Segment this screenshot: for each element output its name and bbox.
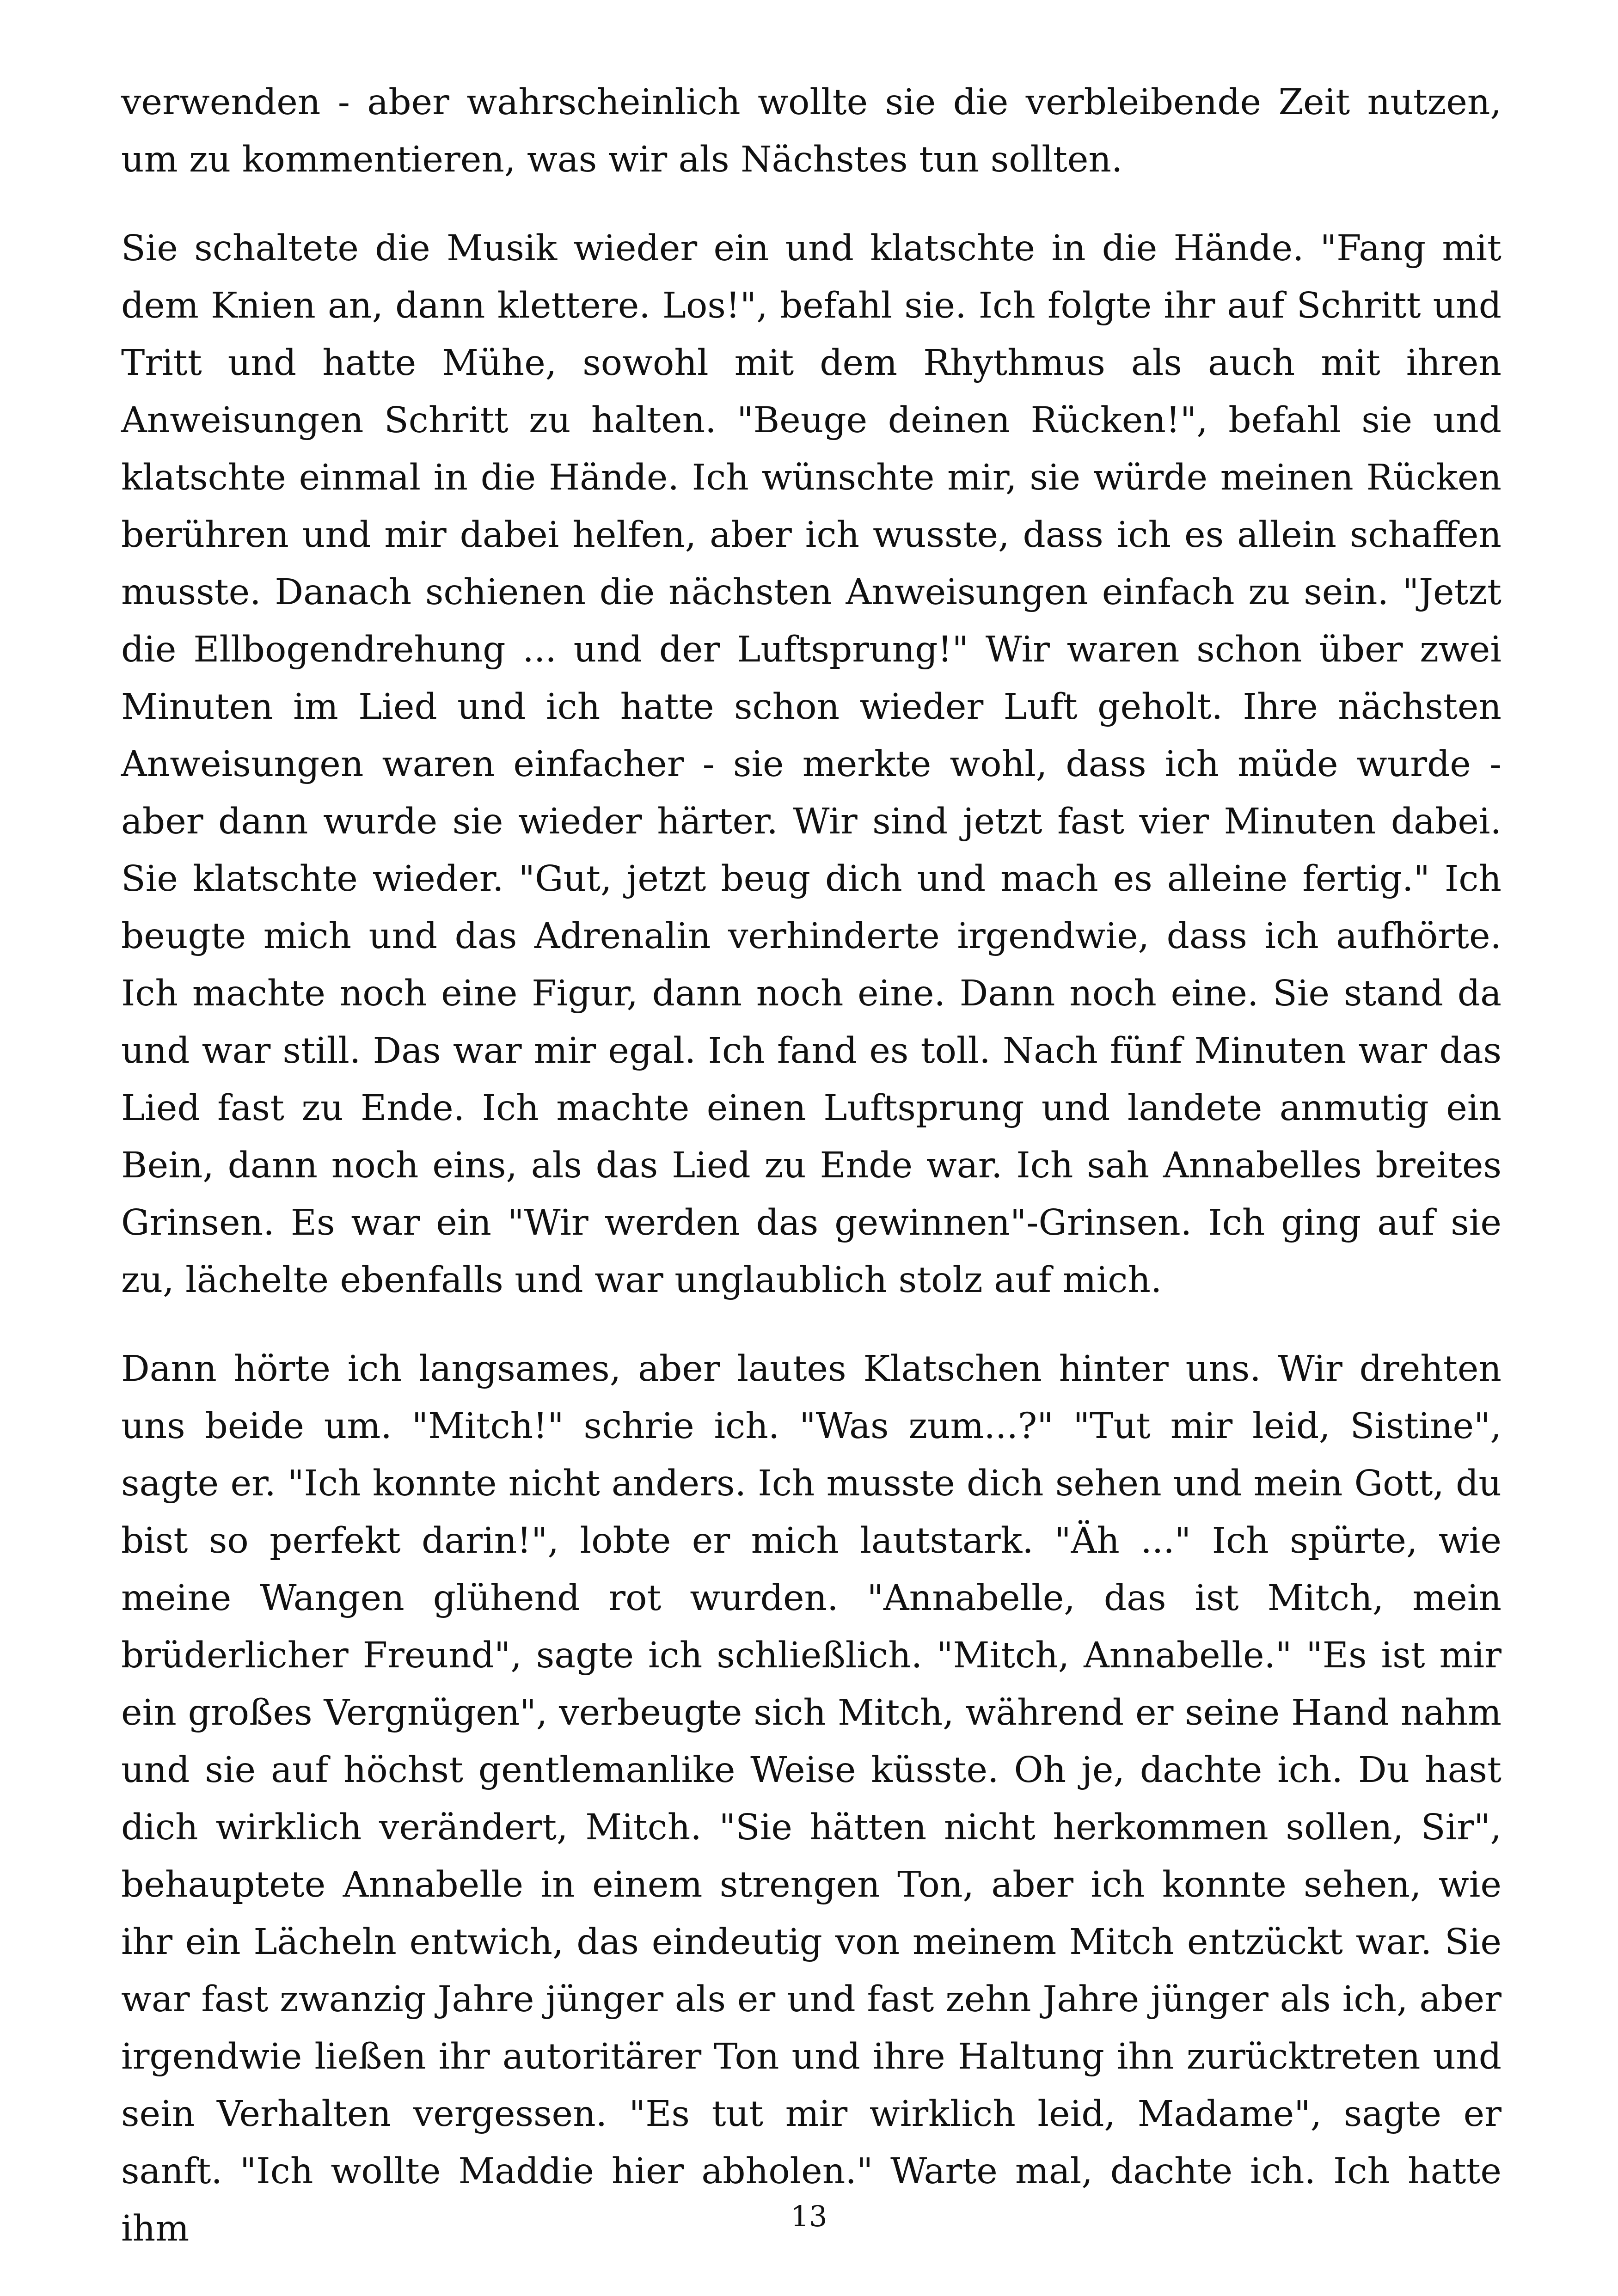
paragraph-1: verwenden - aber wahrscheinlich wollte sie die verbleibende Zeit nutzen, um zu kommentieren, was wir als Nächstes tun sollten. bbox=[121, 82, 1502, 180]
paragraph-2: Sie schaltete die Musik wieder ein und klatschte in die Hände. "Fang mit dem Knien an, dann klettere. Los!", befahl sie. Ich folgte ihr auf Schritt und Tritt und hatte Mühe, sowohl mit dem Rhythmus als auch mit ihren Anweisungen Schritt zu halten. "Beuge deinen Rücken!", befahl sie und klatschte einmal in die Hände. Ich wünschte mir, sie würde meinen Rücken berühren und mir dabei helfen, aber ich wusste, dass ich es allein schaffen musste. Danach schienen die nächsten Anweisungen einfach zu sein. "Jetzt die Ellbogendrehung ... und der Luftsprung!" Wir waren schon über zwei Minuten im Lied und ich hatte schon wieder Luft geholt. Ihre nächsten Anweisungen waren einfacher - sie merkte wohl, dass ich müde wurde - aber dann wurde sie wieder härter. Wir sind jetzt fast vier Minuten dabei. Sie klatschte wieder. "Gut, jetzt beug dich und mach es alleine fertig." Ich beugte mich und das Adrenalin verhinderte irgendwie, dass ich aufhörte. Ich machte noch eine Figur, dann noch eine. Dann noch eine. Sie stand da und war still. Das war mir egal. Ich fand es toll. Nach fünf Minuten war das Lied fast zu Ende. Ich machte einen Luftsprung und landete anmutig ein Bein, dann noch eins, als das Lied zu Ende war. Ich sah Annabelles breites Grinsen. Es war ein "Wir werden das gewinnen"-Grinsen. Ich ging auf sie zu, lächelte ebenfalls und war unglaublich stolz auf mich. bbox=[121, 228, 1502, 1301]
page-number: 13 bbox=[791, 2199, 827, 2233]
paragraph-3: Dann hörte ich langsames, aber lautes Klatschen hinter uns. Wir drehten uns beide um. "Mitch!" schrie ich. "Was zum...?" "Tut mir leid, Sistine", sagte er. "Ich konnte nicht anders. Ich musste dich sehen und mein Gott, du bist so perfekt darin!", lobte er mich lautstark. "Äh ..." Ich spürte, wie meine Wangen glühend rot wurden. "Annabelle, das ist Mitch, mein brüderlicher Freund", sagte ich schließlich. "Mitch, Annabelle." "Es ist mir ein großes Vergnügen", verbeugte sich Mitch, während er seine Hand nahm und sie auf höchst gentlemanlike Weise küsste. Oh je, dachte ich. Du hast dich wirklich verändert, Mitch. "Sie hätten nicht herkommen sollen, Sir", behauptete Annabelle in einem strengen Ton, aber ich konnte sehen, wie ihr ein Lächeln entwich, das eindeutig von meinem Mitch entzückt war. Sie war fast zwanzig Jahre jünger als er und fast zehn Jahre jünger als ich, aber irgendwie ließen ihr autoritärer Ton und ihre Haltung ihn zurücktreten und sein Verhalten vergessen. "Es tut mir wirklich leid, Madame", sagte er sanft. "Ich wollte Maddie hier abholen." Warte mal, dachte ich. Ich hatte ihm bbox=[121, 1348, 1502, 2249]
